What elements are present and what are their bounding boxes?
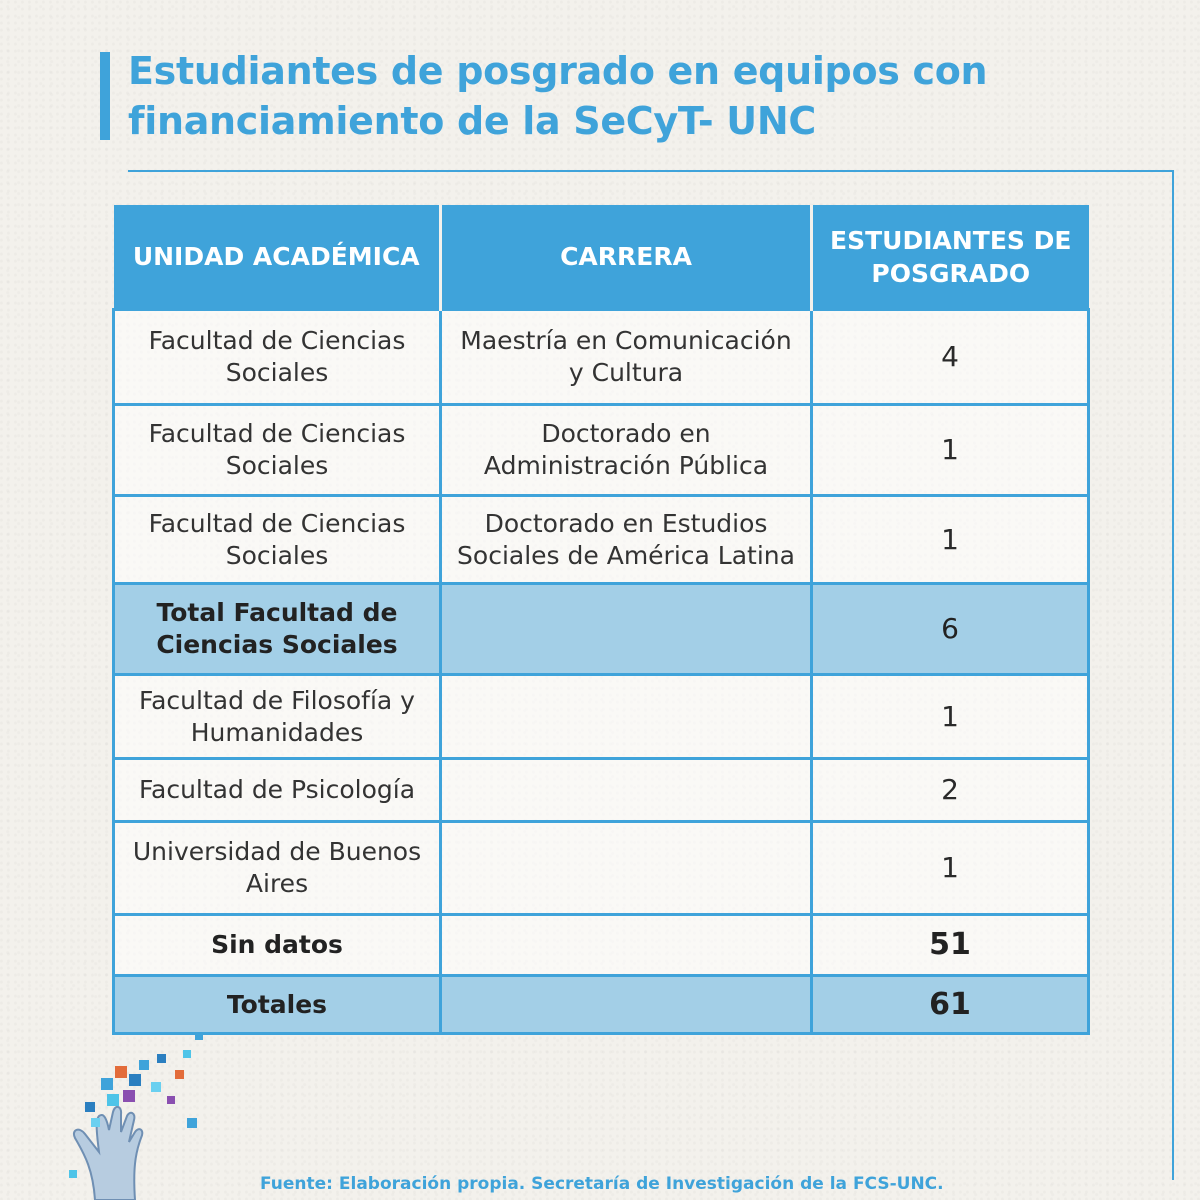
cell-carrera	[441, 584, 812, 675]
cell-unidad: Totales	[114, 976, 441, 1034]
cell-unidad: Facultad de Psicología	[114, 759, 441, 822]
cell-carrera	[441, 759, 812, 822]
table-row	[114, 759, 1089, 822]
cell-unidad: Facultad de Filosofía y Humanidades	[114, 675, 441, 759]
table-row-totales	[114, 976, 1089, 1034]
cell-estudiantes: 4	[812, 310, 1089, 405]
cell-carrera	[441, 915, 812, 976]
cell-estudiantes: 51	[812, 915, 1089, 976]
cell-carrera	[441, 675, 812, 759]
table-header-row	[114, 205, 1089, 310]
hand-cubes-illustration	[55, 1020, 235, 1200]
table-row-subtotal	[114, 584, 1089, 675]
frame-line-right	[1172, 170, 1174, 1180]
table-row	[114, 310, 1089, 405]
header-carrera: CARRERA	[441, 205, 812, 310]
table-row	[114, 675, 1089, 759]
title-accent-bar	[100, 52, 110, 140]
cell-estudiantes: 2	[812, 759, 1089, 822]
header-unidad-academica: UNIDAD ACADÉMICA	[114, 205, 441, 310]
cell-carrera: Maestría en Comunicación y Cultura	[441, 310, 812, 405]
students-table	[112, 205, 1090, 1035]
cell-carrera: Doctorado en Estudios Sociales de América Latina	[441, 496, 812, 584]
cell-unidad: Facultad de Ciencias Sociales	[114, 496, 441, 584]
cell-unidad: Sin datos	[114, 915, 441, 976]
cell-carrera	[441, 822, 812, 915]
cell-estudiantes: 61	[812, 976, 1089, 1034]
cell-estudiantes: 1	[812, 675, 1089, 759]
cell-carrera	[441, 976, 812, 1034]
cell-unidad: Facultad de Ciencias Sociales	[114, 405, 441, 496]
table-row-sin-datos	[114, 915, 1089, 976]
cell-unidad: Total Facultad de Ciencias Sociales	[114, 584, 441, 675]
source-note: Fuente: Elaboración propia. Secretaría de Investigación de la FCS-UNC.	[260, 1174, 944, 1194]
table-row	[114, 405, 1089, 496]
cell-unidad: Facultad de Ciencias Sociales	[114, 310, 441, 405]
cell-estudiantes: 1	[812, 822, 1089, 915]
frame-line-top	[128, 170, 1174, 172]
cell-estudiantes: 6	[812, 584, 1089, 675]
table-row	[114, 822, 1089, 915]
table-row	[114, 496, 1089, 584]
cell-estudiantes: 1	[812, 496, 1089, 584]
cell-estudiantes: 1	[812, 405, 1089, 496]
header-estudiantes: ESTUDIANTES DE POSGRADO	[812, 205, 1089, 310]
page-title: Estudiantes de posgrado en equipos con financiamiento de la SeCyT- UNC	[128, 49, 988, 143]
cell-unidad: Universidad de Buenos Aires	[114, 822, 441, 915]
cell-carrera: Doctorado en Administración Pública	[441, 405, 812, 496]
